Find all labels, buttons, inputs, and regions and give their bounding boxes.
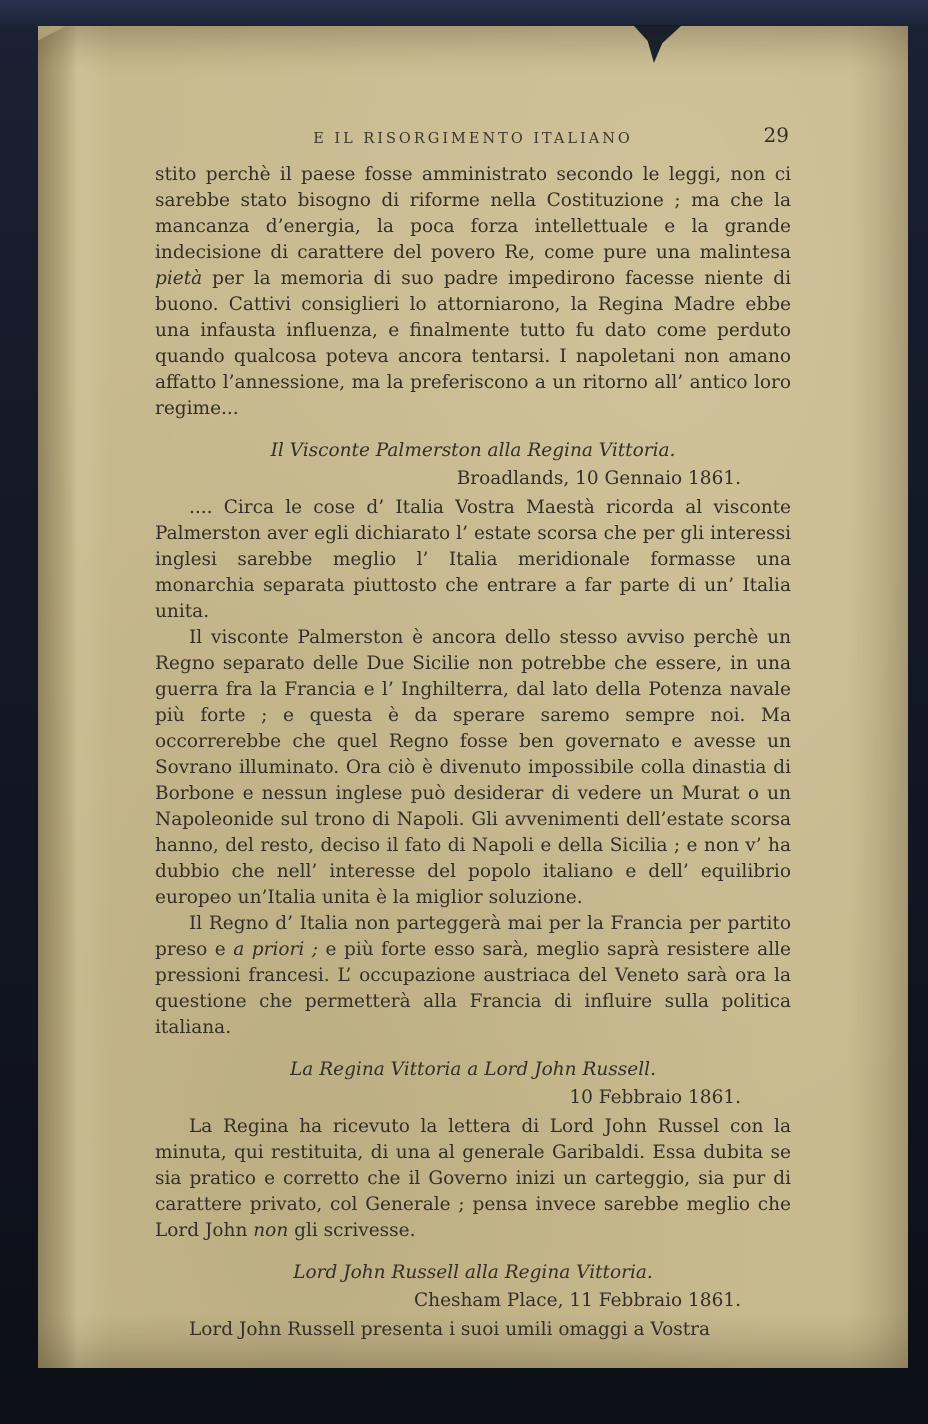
paragraph: [155, 162, 791, 422]
text-run: stito perchè il paese fosse amministrato secondo le leggi, non ci sarebbe stato bisogno di riforme nella Costituzione ; ma che la mancanza d’energia, la poca forza intellettuale e la grande indecisione di carattere del povero Re, come pure una malintesa: [155, 164, 791, 263]
paragraph: [155, 1114, 791, 1244]
text-run: gli scrivesse.: [288, 1220, 416, 1241]
emphasized-text-run: non: [253, 1220, 289, 1241]
text-run: e più forte esso sarà, meglio saprà resistere alle pressioni francesi. L’ occupazione austriaca del Veneto sarà ora la questione che permetterà alla Francia di influire sulla politica italiana.: [155, 939, 791, 1038]
paragraph: [155, 495, 791, 625]
running-header: [155, 122, 791, 150]
letter-heading: [155, 438, 791, 464]
text-run: La Regina ha ricevuto la lettera di Lord John Russel con la minuta, qui restituita, di una al generale Garibaldi. Essa dubita se sia pratico e corretto che il Governo inizi un carteggio, sia pur di carattere privato, col Generale ; pensa invece sarebbe meglio che Lord John: [155, 1116, 791, 1241]
paragraph: [155, 911, 791, 1041]
text-run: Chesham Place, 11 Febbraio 1861.: [414, 1290, 741, 1311]
text-run: .... Circa le cose d’ Italia Vostra Maestà ricorda al visconte Palmerston aver egli dichiarato l’ estate scorsa che per gli interessi inglesi sarebbe meglio l’ Italia meridionale formasse una monarchia separata piuttosto che entrare a far parte di un’ Italia unita.: [155, 497, 791, 622]
book-page-paper: [38, 26, 908, 1368]
page-number: 29: [763, 123, 789, 147]
text-run: Lord John Russell alla Regina Vittoria.: [293, 1262, 653, 1283]
dateline: [155, 1085, 791, 1111]
page-corner-fold: [38, 26, 112, 78]
paragraph: [155, 1317, 791, 1343]
emphasized-text-run: a priori ;: [233, 939, 319, 960]
text-run: Il visconte Palmerston è ancora dello stesso avviso perchè un Regno separato delle Due Sicilie non potrebbe che essere, in una guerra fra la Francia e l’ Inghilterra, dal lato della Potenza navale più forte ; e questa è da sperare saremo sempre noi. Ma occorrerebbe che quel Regno fosse ben governato e avesse un Sovrano illuminato. Ora ciò è divenuto impossibile colla dinastia di Borbone e nessun inglese può desiderar di vedere un Murat o un Napoleonide sul trono di Napoli. Gli avvenimenti dell’estate scorsa hanno, del resto, deciso il fato di Napoli e della Sicilia ; e non v’ ha dubbio che nell’ interesse del popolo italiano e dell’ equilibrio europeo un’Italia unita è la miglior soluzione.: [155, 627, 791, 908]
dateline: [155, 466, 791, 492]
letter-heading: [155, 1057, 791, 1083]
text-run: Lord John Russell presenta i suoi umili omaggi a Vostra: [189, 1319, 711, 1340]
text-run: Broadlands, 10 Gennaio 1861.: [456, 468, 741, 489]
page-text-area: [155, 122, 791, 1343]
text-run: Il Regno d’ Italia non parteggerà mai per la Francia per partito preso e: [155, 913, 791, 960]
text-run: Il Visconte Palmerston alla Regina Vittoria.: [270, 440, 676, 461]
running-header-title: E IL RISORGIMENTO ITALIANO: [313, 131, 633, 147]
emphasized-text-run: pietà: [155, 268, 203, 289]
page-content: [155, 162, 791, 1343]
letter-heading: [155, 1260, 791, 1286]
page-tear: [630, 25, 682, 63]
dateline: [155, 1288, 791, 1314]
paragraph: [155, 625, 791, 911]
text-run: La Regina Vittoria a Lord John Russell.: [290, 1059, 656, 1080]
text-run: per la memoria di suo padre impedirono facesse niente di buono. Cattivi consiglieri lo attorniarono, la Regina Madre ebbe una infausta influenza, e finalmente tutto fu dato come perduto quando qualcosa poteva ancora tentarsi. I napoletani non amano affatto l’annessione, ma la preferiscono a un ritorno all’ antico loro regime...: [155, 268, 791, 419]
text-run: 10 Febbraio 1861.: [569, 1087, 741, 1108]
